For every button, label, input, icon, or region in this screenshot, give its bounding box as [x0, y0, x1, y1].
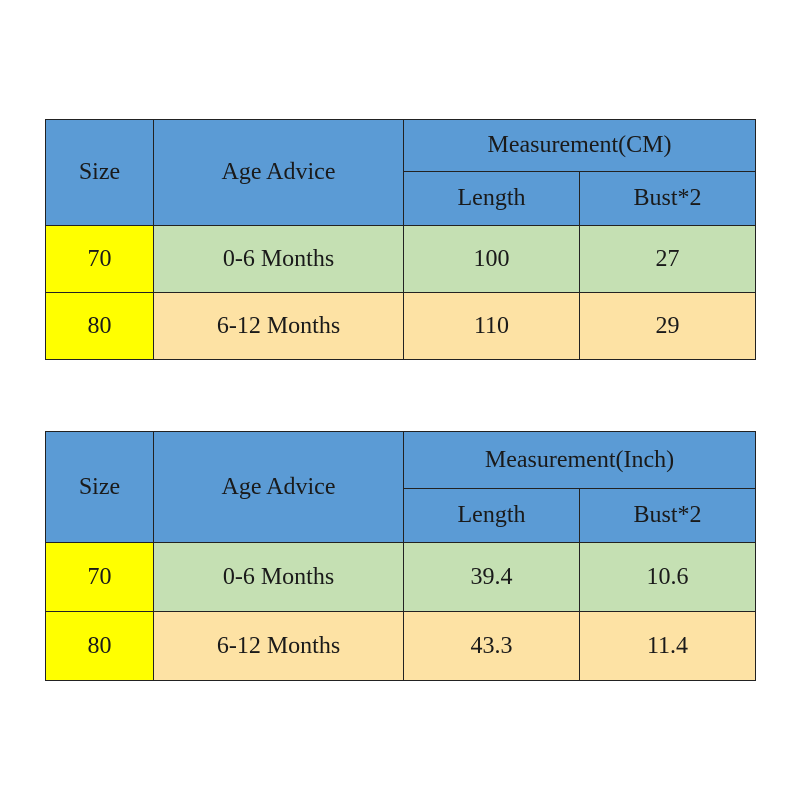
length-cell: 43.3 — [404, 612, 580, 681]
header-size: Size — [46, 120, 154, 226]
size-cell: 70 — [46, 543, 154, 612]
age-cell: 6-12 Months — [154, 612, 404, 681]
header-bust: Bust*2 — [580, 489, 756, 543]
bust-cell: 27 — [580, 226, 756, 293]
header-measurement: Measurement(CM) — [404, 120, 756, 172]
age-cell: 6-12 Months — [154, 293, 404, 360]
bust-cell: 29 — [580, 293, 756, 360]
header-measurement: Measurement(Inch) — [404, 432, 756, 489]
size-cell: 70 — [46, 226, 154, 293]
size-cell: 80 — [46, 612, 154, 681]
header-bust: Bust*2 — [580, 172, 756, 226]
size-chart-cm-table — [45, 119, 756, 360]
bust-cell: 10.6 — [580, 543, 756, 612]
table-row — [46, 293, 756, 360]
header-age-advice: Age Advice — [154, 432, 404, 543]
length-cell: 110 — [404, 293, 580, 360]
age-cell: 0-6 Months — [154, 226, 404, 293]
bust-cell: 11.4 — [580, 612, 756, 681]
length-cell: 39.4 — [404, 543, 580, 612]
header-length: Length — [404, 172, 580, 226]
header-age-advice: Age Advice — [154, 120, 404, 226]
header-length: Length — [404, 489, 580, 543]
size-chart-inch-table — [45, 431, 756, 681]
header-size: Size — [46, 432, 154, 543]
length-cell: 100 — [404, 226, 580, 293]
table-row — [46, 612, 756, 681]
table-row — [46, 543, 756, 612]
table-row — [46, 226, 756, 293]
age-cell: 0-6 Months — [154, 543, 404, 612]
size-cell: 80 — [46, 293, 154, 360]
